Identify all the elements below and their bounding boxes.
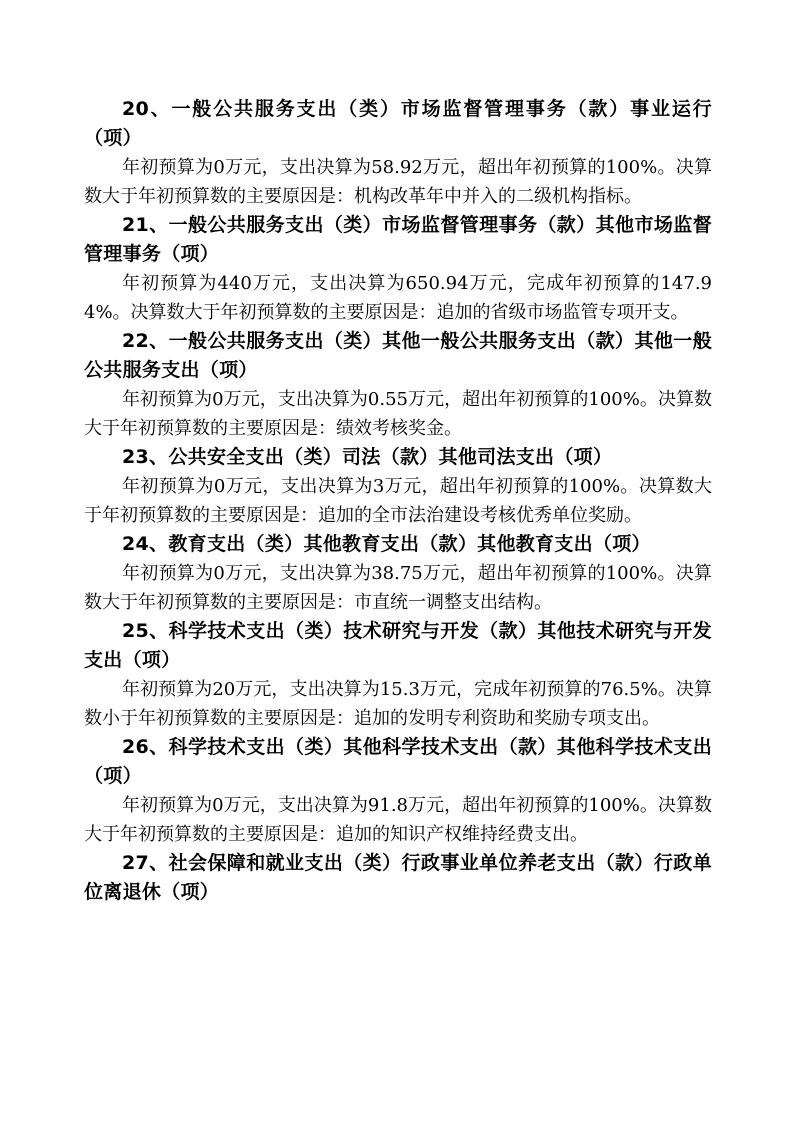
section-27 [84,849,712,907]
section-body: 年初预算为0万元，支出决算为91.8万元，超出年初预算的100%。决算数大于年初预算数的主要原因是：追加的知识产权维持经费支出。 [84,795,712,845]
section-heading: 23、公共安全支出（类）司法（款）其他司法支出（项） [122,446,613,468]
section-24 [84,530,712,617]
section-23 [84,443,712,530]
document-page [84,95,712,907]
section-heading: 20、一般公共服务支出（类）市场监督管理事务（款）事业运行（项） [84,98,712,149]
section-body: 年初预算为20万元，支出决算为15.3万元，完成年初预算的76.5%。决算数小于年初预算数的主要原因是：追加的发明专利资助和奖励专项支出。 [84,679,712,729]
section-heading: 21、一般公共服务支出（类）市场监督管理事务（款）其他市场监督管理事务（项） [84,214,712,265]
section-heading: 26、科学技术支出（类）其他科学技术支出（款）其他科学技术支出（项） [84,736,712,787]
section-heading: 22、一般公共服务支出（类）其他一般公共服务支出（款）其他一般公共服务支出（项） [84,330,712,381]
section-body: 年初预算为0万元，支出决算为58.92万元，超出年初预算的100%。决算数大于年初预算数的主要原因是：机构改革年中并入的二级机构指标。 [84,157,712,207]
section-22 [84,327,712,443]
section-heading: 25、科学技术支出（类）技术研究与开发（款）其他技术研究与开发支出（项） [84,620,712,671]
section-body: 年初预算为440万元，支出决算为650.94万元，完成年初预算的147.94%。决算数大于年初预算数的主要原因是：追加的省级市场监管专项开支。 [84,273,712,323]
section-body: 年初预算为0万元，支出决算为3万元，超出年初预算的100%。决算数大于年初预算数的主要原因是：追加的全市法治建设考核优秀单位奖励。 [84,476,712,526]
section-20 [84,95,712,211]
section-body: 年初预算为0万元，支出决算为38.75万元，超出年初预算的100%。决算数大于年初预算数的主要原因是：市直统一调整支出结构。 [84,563,712,613]
section-heading: 24、教育支出（类）其他教育支出（款）其他教育支出（项） [122,533,651,555]
section-25 [84,617,712,733]
section-body: 年初预算为0万元，支出决算为0.55万元，超出年初预算的100%。决算数大于年初预算数的主要原因是：绩效考核奖金。 [84,389,712,439]
section-heading: 27、社会保障和就业支出（类）行政事业单位养老支出（款）行政单位离退休（项） [84,852,712,903]
section-26 [84,733,712,849]
section-21 [84,211,712,327]
